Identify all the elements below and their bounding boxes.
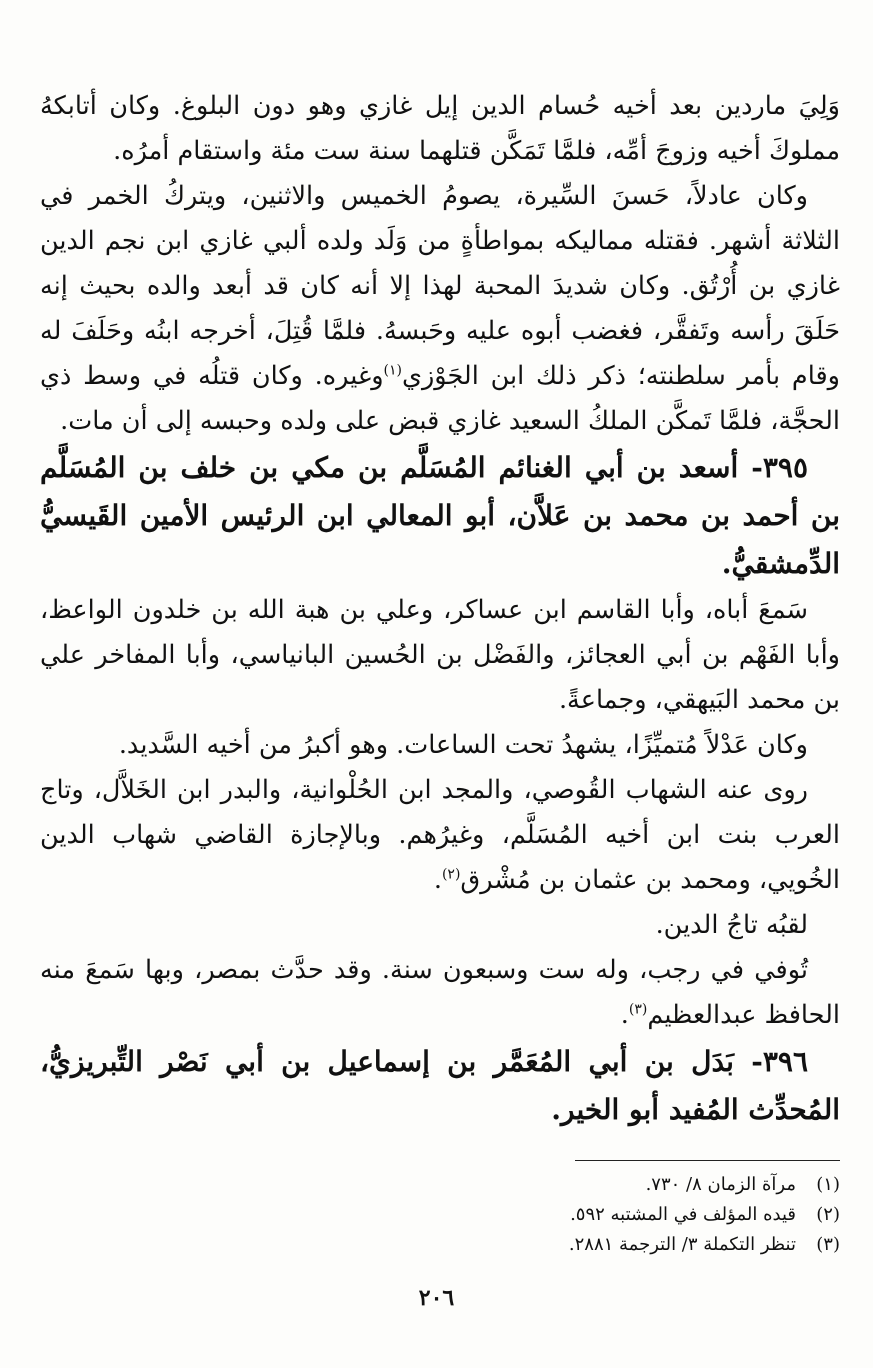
footnote-3 [40, 1230, 840, 1260]
paragraph-4-text: وكان عَدْلاً مُتميِّزًا، يشهدُ تحت الساعات. وهو أكبرُ من أخيه السَّديد. [118, 730, 808, 760]
footnotes [40, 1170, 840, 1260]
footnote-ref-2[interactable]: (٢) [441, 866, 461, 883]
footnote-mark: (٣) [816, 1234, 840, 1255]
entry-number-396: ٣٩٦- [751, 1045, 808, 1078]
footnote-mark: (٢) [816, 1204, 840, 1225]
footnote-2 [40, 1200, 840, 1230]
paragraph-1 [40, 84, 840, 174]
paragraph-5 [40, 768, 840, 903]
page-body [40, 84, 840, 1334]
paragraph-6 [40, 903, 840, 948]
paragraph-2-text-a: وكان عادلاً، حَسنَ السِّيرة، يصومُ الخميس والاثنين، ويتركُ الخمر في الثلاثة أشهر. فقتله مماليكه بمواطأةٍ من وَلَد ولده ألبي غازي ابن نجم الدين غازي بن أُرْتُق. وكان شديدَ المحبة لهذا إلا أنه كان قد أبعد والده بحيث إنه حَلَقَ رأسه وتَفقَّر، فغضب أبوه عليه وحَبسهُ. فلمَّا قُتِلَ، أخرجه ابنُه وحَلَفَ له وقام بأمر سلطنته؛ ذكر ذلك ابن الجَوْزي [40, 181, 840, 391]
paragraph-7 [40, 948, 840, 1038]
paragraph-3 [40, 588, 840, 723]
entry-heading-396 [40, 1038, 840, 1134]
paragraph-3-text: سَمعَ أباه، وأبا القاسم ابن عساكر، وعلي بن هبة الله بن خلدون الواعظ، وأبا الفَهْم بن أبي العجائز، والفَضْل بن الحُسين البانياسي، وأبا المفاخر علي بن محمد البَيهقي، وجماعةً. [40, 595, 840, 715]
paragraph-7-text-a: تُوفي في رجب، وله ست وسبعون سنة. وقد حدَّث بمصر، وبها سَمعَ منه الحافظ عبدالعظيم [40, 955, 840, 1030]
footnote-divider [575, 1160, 840, 1161]
paragraph-5-text-a: روى عنه الشهاب القُوصي، والمجد ابن الحُلْوانية، والبدر ابن الخَلاَّل، وتاج العرب بنت ابن أخيه المُسَلَّم، وغيرُهم. وبالإجازة القاضي شهاب الدين الخُويي، ومحمد بن عثمان بن مُشْرق [40, 775, 840, 895]
paragraph-2-text-b: وغيره. وكان قتلُه في وسط ذي الحجَّة، فلمَّا تَمكَّن الملكُ السعيد غازي قبض على ولده وحبسه إلى أن مات. [40, 361, 840, 436]
entry-title-395: أسعد بن أبي الغنائم المُسَلَّم بن مكي بن خلف بن المُسَلَّم بن أحمد بن محمد بن عَلاَّن، أبو المعالي ابن الرئيس الأمين القَيسيُّ الدِّمشقيُّ. [40, 451, 840, 580]
page-number: ٢٠٦ [418, 1285, 455, 1311]
paragraph-6-text: لقبُه تاجُ الدين. [655, 910, 808, 940]
entry-heading-395 [40, 444, 840, 588]
footnote-text: تنظر التكملة ٣/ الترجمة ٢٨٨١. [568, 1234, 796, 1255]
footnote-ref-1[interactable]: (١) [383, 362, 403, 379]
paragraph-5-text-b: . [433, 865, 442, 895]
footnote-text: مرآة الزمان ٨/ ٧٣٠. [645, 1174, 796, 1195]
footnote-mark: (١) [816, 1174, 840, 1195]
paragraph-7-text-b: . [620, 1000, 629, 1030]
footnote-1 [40, 1170, 840, 1200]
paragraph-2 [40, 174, 840, 444]
footnote-ref-3[interactable]: (٣) [628, 1001, 648, 1018]
paragraph-1-text: وَلِيَ ماردين بعد أخيه حُسام الدين إيل غازي وهو دون البلوغ. وكان أتابكهُ مملوكَ أخيه وزوجَ أمِّه، فلمَّا تَمَكَّن قتلهما سنة ست مئة واستقام أمرُه. [40, 91, 840, 166]
entry-number-395: ٣٩٥- [751, 451, 808, 484]
paragraph-4 [40, 723, 840, 768]
entry-title-396: بَدَل بن أبي المُعَمَّر بن إسماعيل بن أبي نَصْر التِّبريزيُّ، المُحدِّث المُفيد أبو الخير. [40, 1045, 840, 1126]
footnote-text: قيده المؤلف في المشتبه ٥٩٢. [570, 1204, 796, 1225]
